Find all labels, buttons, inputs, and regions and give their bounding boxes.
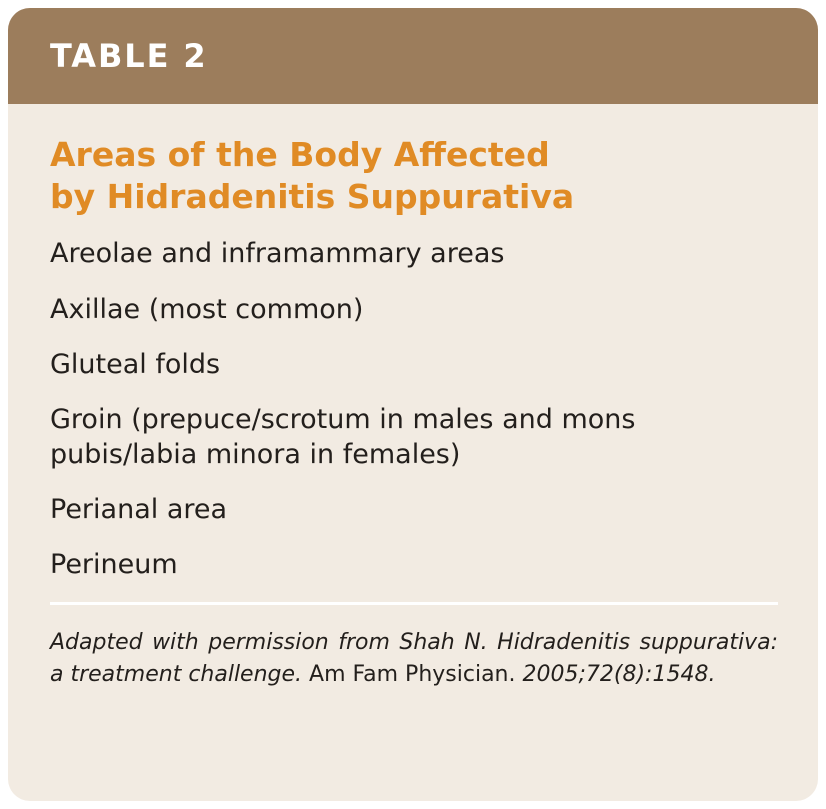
table-title-line-1: Areas of the Body Affected bbox=[50, 135, 550, 174]
table-header-band bbox=[8, 8, 818, 104]
footnote-italic-part: Adapted with permission from Shah N. Hidradenitis suppurativa: a treatment challenge. bbox=[50, 630, 778, 688]
table-number-label: TABLE 2 bbox=[50, 37, 208, 75]
list-item: Perineum bbox=[50, 549, 178, 581]
list-item: Axillae (most common) bbox=[50, 293, 364, 325]
footnote-divider bbox=[50, 602, 778, 605]
table-card bbox=[8, 8, 818, 801]
list-item: Areolae and inframammary areas bbox=[50, 238, 505, 270]
source-footnote bbox=[50, 627, 778, 691]
table-title bbox=[50, 134, 778, 218]
table-body bbox=[8, 104, 818, 691]
list-item: Perianal area bbox=[50, 493, 228, 525]
list-item: Groin (prepuce/scrotum in males and mons pubis/labia minora in females) bbox=[50, 403, 636, 470]
affected-areas-list bbox=[50, 236, 778, 582]
table-title-line-2: by Hidradenitis Suppurativa bbox=[50, 177, 575, 217]
list-item: Gluteal folds bbox=[50, 348, 221, 380]
footnote-italic-tail: 2005;72(8):1548. bbox=[522, 662, 716, 688]
footnote-plain-part: Am Fam Physician. bbox=[302, 662, 523, 688]
